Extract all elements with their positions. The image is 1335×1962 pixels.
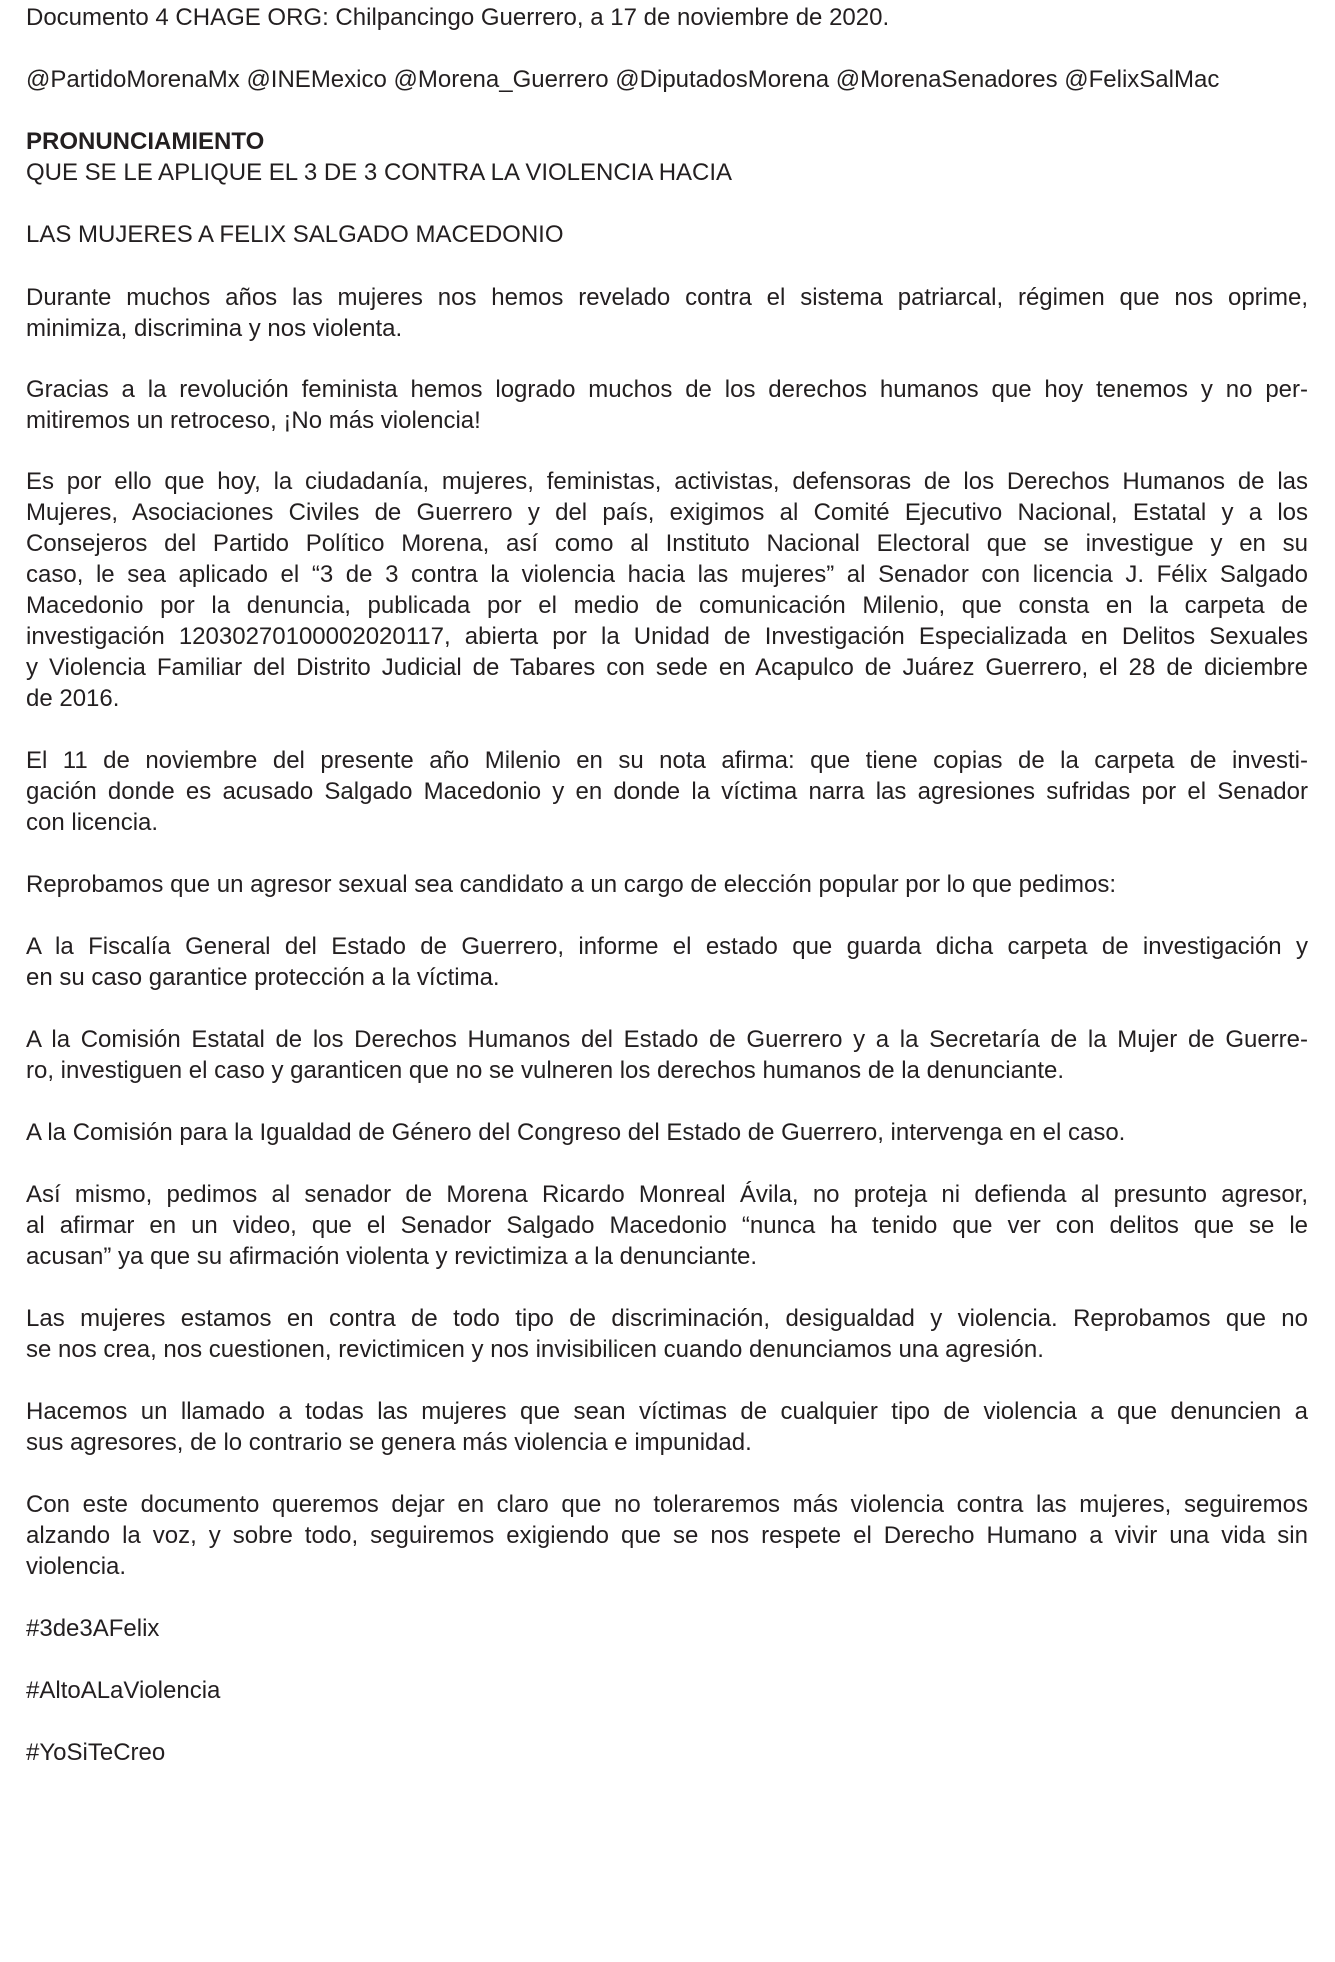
paragraph-line: acusan” ya que su afirmación violenta y revictimiza a la denunciante.	[26, 1243, 758, 1270]
hashtag: #AltoALaViolencia	[26, 1677, 221, 1704]
paragraph-line: A la Comisión Estatal de los Derechos Humanos del Estado de Guerrero y a la Secretaría de la Mujer de Guerre-	[26, 1026, 1308, 1053]
paragraph-line: sus agresores, de lo contrario se genera más violencia e impunidad.	[26, 1429, 752, 1456]
paragraph-line: A la Comisión para la Igualdad de Género del Congreso del Estado de Guerrero, intervenga en el caso.	[26, 1119, 1126, 1146]
title-line-2: LAS MUJERES A FELIX SALGADO MACEDONIO	[26, 221, 564, 248]
paragraph-line: El 11 de noviembre del presente año Milenio en su nota afirma: que tiene copias de la carpeta de investi-	[26, 747, 1308, 774]
paragraph-line: mitiremos un retroceso, ¡No más violencia!	[26, 407, 481, 434]
paragraph-11	[26, 1396, 1308, 1458]
paragraph-line: alzando la voz, y sobre todo, seguiremos exigiendo que se nos respete el Derecho Humano a vivir una vida sin	[26, 1522, 1308, 1549]
paragraph-line: y Violencia Familiar del Distrito Judicial de Tabares con sede en Acapulco de Juárez Guerrero, el 28 de diciembre	[26, 654, 1308, 681]
paragraph-line: con licencia.	[26, 809, 159, 836]
paragraph-line: Las mujeres estamos en contra de todo tipo de discriminación, desigualdad y violencia. Reprobamos que no	[26, 1305, 1308, 1332]
paragraph-line: Hacemos un llamado a todas las mujeres que sean víctimas de cualquier tipo de violencia a que denuncien a	[26, 1398, 1308, 1425]
paragraph-line: Mujeres, Asociaciones Civiles de Guerrero y del país, exigimos al Comité Ejecutivo Nacional, Estatal y a los	[26, 499, 1308, 526]
dateline: Documento 4 CHAGE ORG: Chilpancingo Guerrero, a 17 de noviembre de 2020.	[26, 4, 890, 31]
paragraph-line: Gracias a la revolución feminista hemos logrado muchos de los derechos humanos que hoy tenemos y no per-	[26, 376, 1308, 403]
paragraph-10	[26, 1303, 1308, 1365]
paragraph-7	[26, 1024, 1308, 1086]
paragraph-line: A la Fiscalía General del Estado de Guerrero, informe el estado que guarda dicha carpeta de investigación y	[26, 933, 1308, 960]
paragraph-line: al afirmar en un video, que el Senador Salgado Macedonio “nunca ha tenido que ver con delitos que se le	[26, 1212, 1308, 1239]
paragraph-8	[26, 1117, 1308, 1148]
paragraph-line: de 2016.	[26, 685, 120, 712]
paragraph-1	[26, 282, 1308, 344]
paragraph-5	[26, 869, 1308, 900]
paragraph-line: minimiza, discrimina y nos violenta.	[26, 315, 403, 342]
paragraph-3	[26, 466, 1308, 714]
paragraph-4	[26, 745, 1308, 838]
paragraph-line: Durante muchos años las mujeres nos hemos revelado contra el sistema patriarcal, régimen que nos oprime,	[26, 284, 1308, 311]
paragraph-line: en su caso garantice protección a la víctima.	[26, 964, 500, 991]
paragraph-line: caso, le sea aplicado el “3 de 3 contra la violencia hacia las mujeres” al Senador con licencia J. Félix Salgado	[26, 561, 1308, 588]
paragraph-9	[26, 1179, 1308, 1272]
paragraph-6	[26, 931, 1308, 993]
title-line-1: QUE SE LE APLIQUE EL 3 DE 3 CONTRA LA VIOLENCIA HACIA	[26, 159, 733, 186]
paragraph-2	[26, 374, 1308, 436]
hashtag: #3de3AFelix	[26, 1615, 160, 1642]
mentions: @PartidoMorenaMx @INEMexico @Morena_Guerrero @DiputadosMorena @MorenaSenadores @FelixSalMac	[26, 66, 1220, 93]
paragraph-line: Macedonio por la denuncia, publicada por el medio de comunicación Milenio, que consta en la carpeta de	[26, 592, 1308, 619]
paragraph-line: Con este documento queremos dejar en claro que no toleraremos más violencia contra las mujeres, seguiremos	[26, 1491, 1308, 1518]
title-block	[26, 126, 1308, 188]
paragraph-line: investigación 12030270100002020117, abierta por la Unidad de Investigación Especializada en Delitos Sexuales	[26, 623, 1308, 650]
paragraph-line: se nos crea, nos cuestionen, revictimicen y nos invisibilicen cuando denunciamos una agresión.	[26, 1336, 1044, 1363]
paragraph-line: Así mismo, pedimos al senador de Morena Ricardo Monreal Ávila, no proteja ni defienda al presunto agresor,	[26, 1181, 1308, 1208]
paragraph-line: violencia.	[26, 1553, 127, 1580]
paragraph-line: ro, investiguen el caso y garanticen que no se vulneren los derechos humanos de la denunciante.	[26, 1057, 1065, 1084]
paragraph-line: Consejeros del Partido Político Morena, así como al Instituto Nacional Electoral que se investigue y en su	[26, 530, 1308, 557]
paragraph-line: gación donde es acusado Salgado Macedonio y en donde la víctima narra las agresiones sufridas por el Senador	[26, 778, 1308, 805]
title-heading: PRONUNCIAMIENTO	[26, 128, 265, 155]
hashtag: #YoSiTeCreo	[26, 1739, 166, 1766]
paragraph-line: Es por ello que hoy, la ciudadanía, mujeres, feministas, activistas, defensoras de los Derechos Humanos de las	[26, 468, 1308, 495]
paragraph-line: Reprobamos que un agresor sexual sea candidato a un cargo de elección popular por lo que pedimos:	[26, 871, 1117, 898]
paragraph-12	[26, 1489, 1308, 1582]
document-page	[26, 0, 1308, 1962]
